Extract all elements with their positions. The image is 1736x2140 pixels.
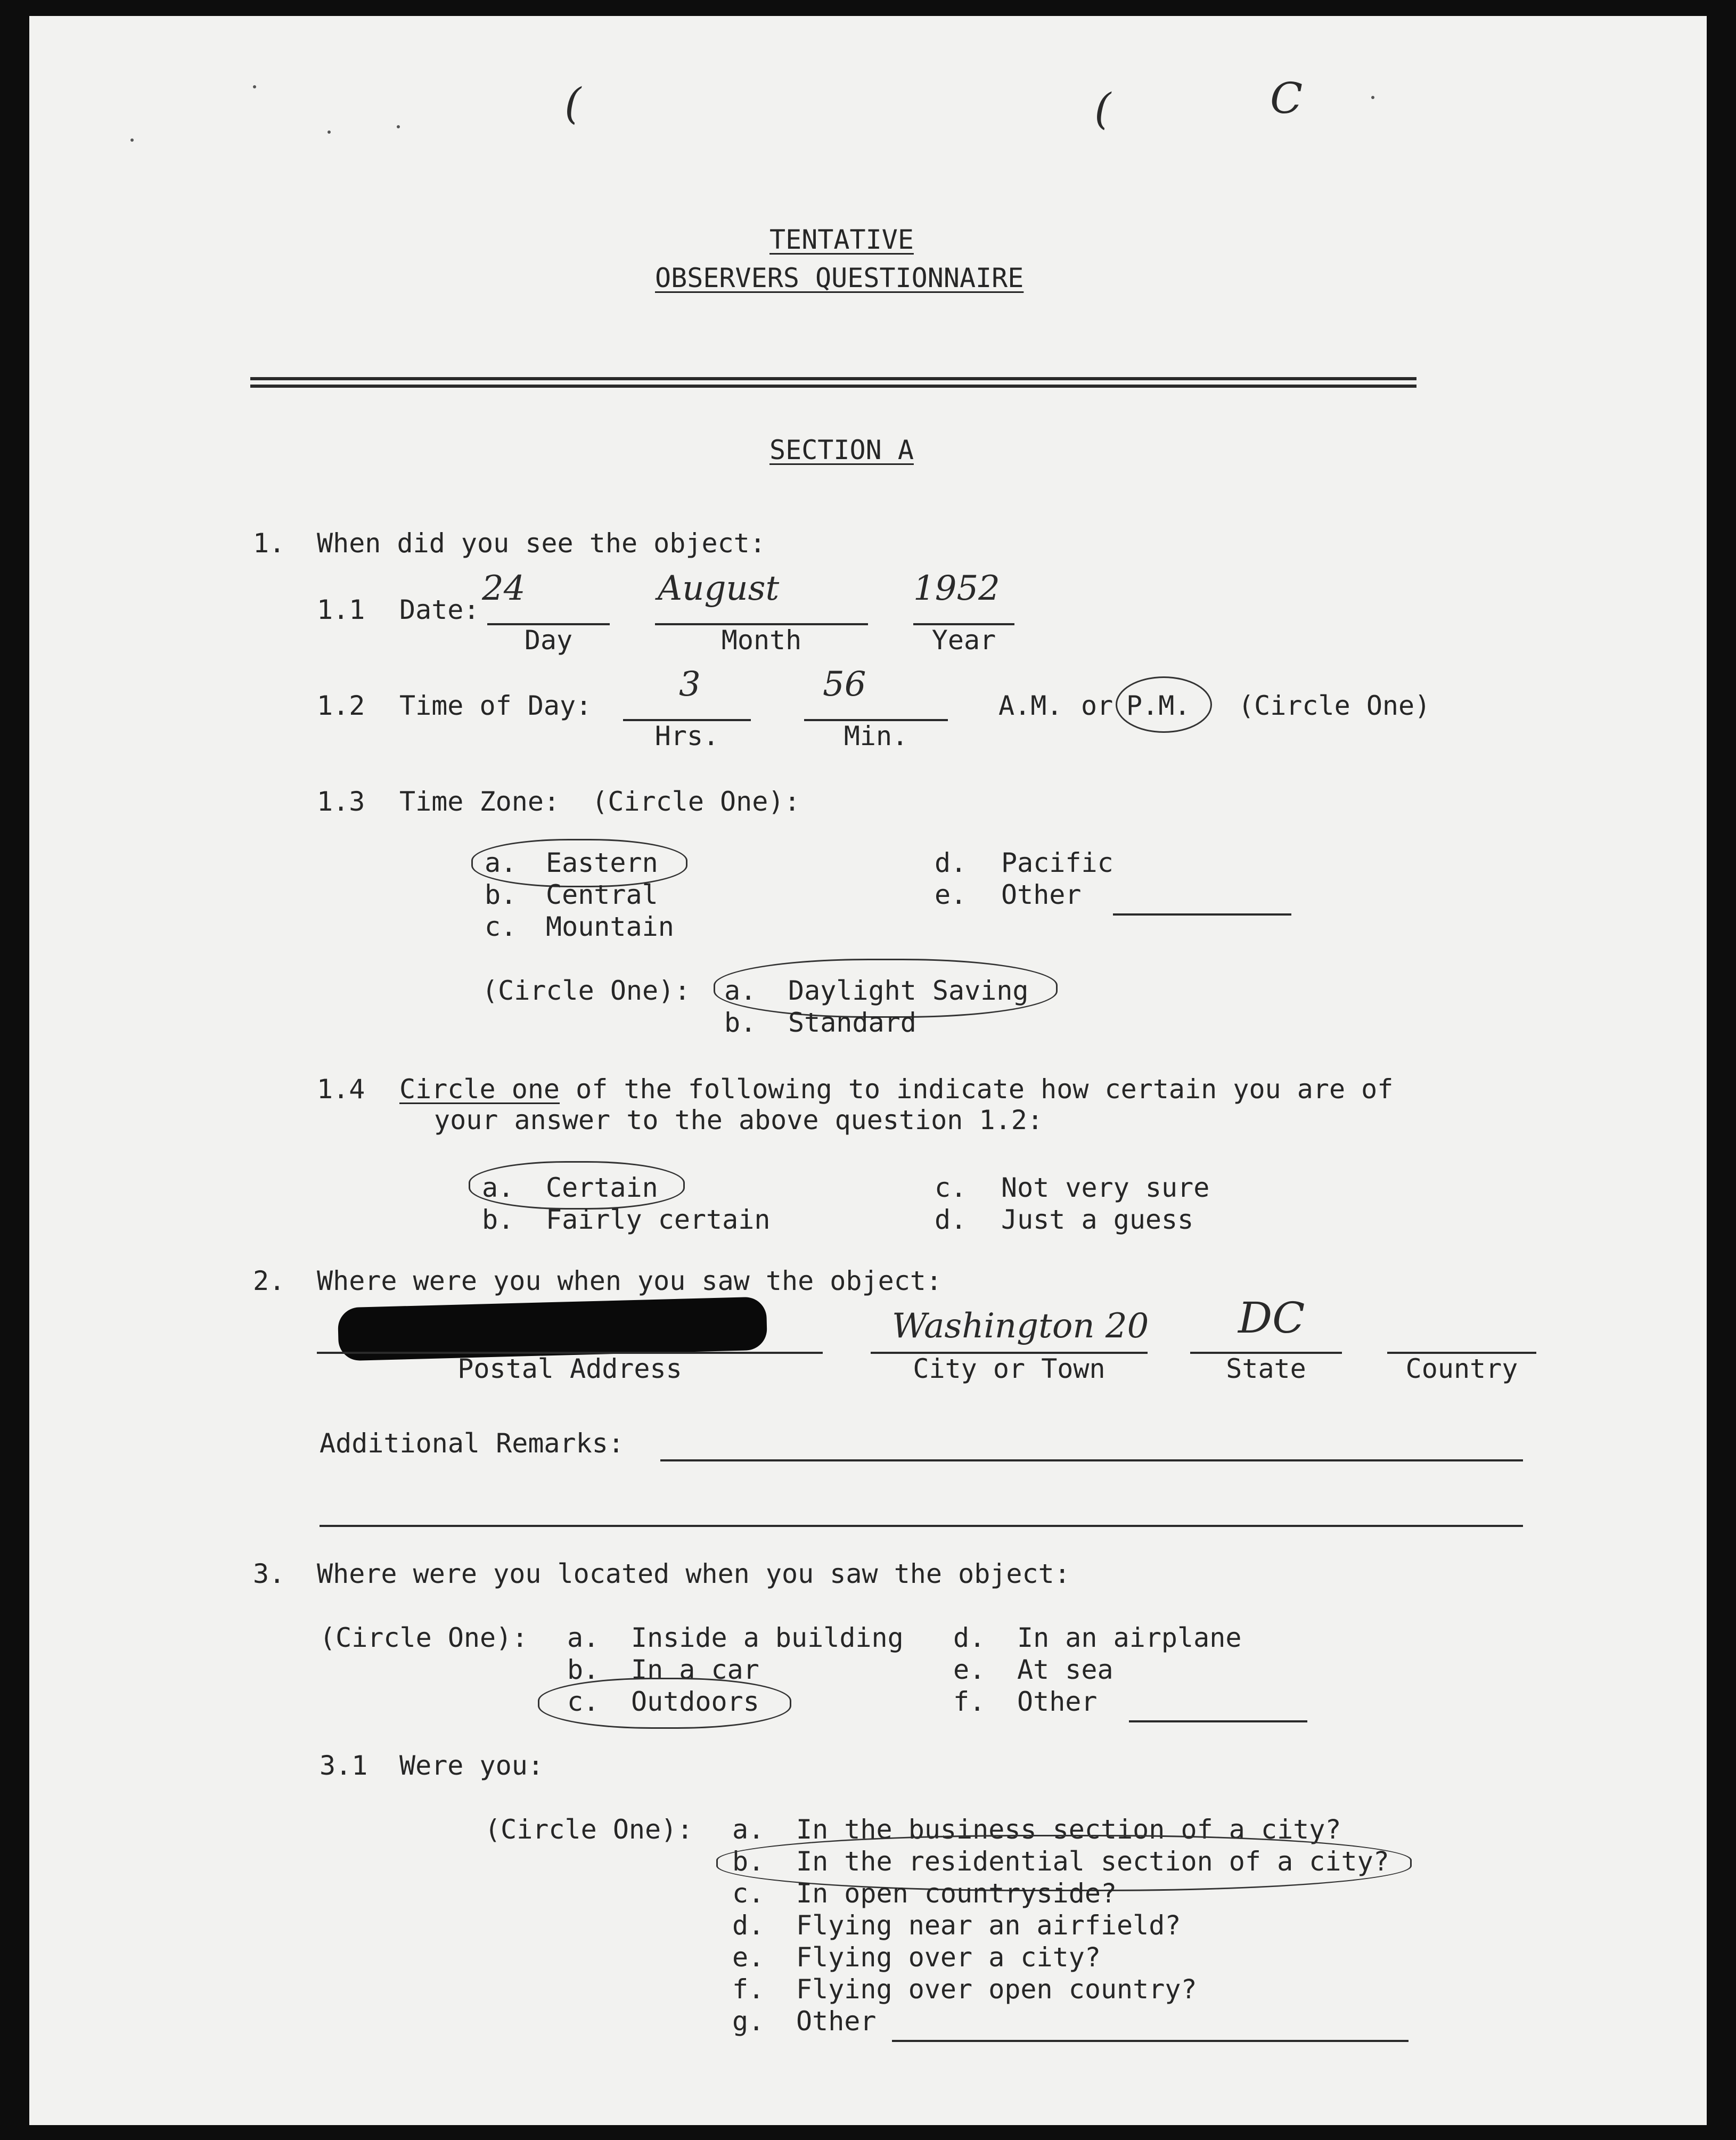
loc-option-outdoors[interactable]: Outdoors [631,1686,759,1717]
loc-option-f-letter: f. [953,1686,986,1717]
circle-one-underlined: Circle one [399,1074,560,1105]
cert-option-not-very-sure[interactable]: Not very sure [1001,1172,1210,1203]
sec-option-countryside[interactable]: In open countryside? [796,1878,1117,1909]
date-day-value[interactable]: 24 [482,569,526,608]
additional-remarks-label: Additional Remarks: [320,1428,624,1459]
loc-option-inside-building[interactable]: Inside a building [631,1622,904,1653]
q1-number: 1. [253,528,285,559]
title-observers-questionnaire: OBSERVERS QUESTIONNAIRE [655,263,1024,293]
cert-option-b-letter: b. [482,1204,514,1235]
q1-2-number: 1.2 [317,690,365,721]
tz-option-other[interactable]: Other [1001,879,1082,910]
q1-text: When did you see the object: [317,528,766,559]
circle-one-note: (Circle One) [1238,690,1431,721]
date-year-value[interactable]: 1952 [913,569,1000,608]
loc-option-in-a-car[interactable]: In a car [631,1654,759,1685]
loc-option-in-airplane[interactable]: In an airplane [1017,1622,1242,1653]
certain-circle-mark [469,1161,685,1210]
state-value[interactable]: DC [1238,1293,1305,1343]
loc-option-other[interactable]: Other [1017,1686,1098,1717]
sec-option-b-letter: b. [732,1846,765,1877]
city-label: City or Town [913,1353,1106,1384]
saving-circle-label: (Circle One): [482,975,691,1006]
speck [130,138,134,142]
sec-option-f-letter: f. [732,1974,765,2005]
option-am[interactable]: A.M. [998,690,1063,721]
tz-option-central[interactable]: Central [546,879,658,910]
sec-option-business[interactable]: In the business section of a city? [796,1814,1341,1845]
q2-number: 2. [253,1265,285,1296]
cert-option-a-letter: a. [482,1172,514,1203]
questionnaire-page [29,16,1707,2125]
time-min-label: Min. [844,721,908,752]
loc-option-e-letter: e. [953,1654,986,1685]
city-value[interactable]: Washington 20 [892,1306,1149,1346]
loc-option-c-letter: c. [567,1686,600,1717]
date-year-label: Year [931,625,996,656]
stray-paren-mark: ( [564,79,582,128]
loc-other-line[interactable] [1129,1720,1307,1722]
cert-option-c-letter: c. [935,1172,967,1203]
tz-other-line[interactable] [1113,913,1291,916]
tz-option-eastern[interactable]: Eastern [546,847,658,878]
cert-option-certain[interactable]: Certain [546,1172,658,1203]
q1-4-number: 1.4 [317,1074,365,1105]
q3-1-text: Were you: [399,1750,544,1781]
saving-option-a-letter: a. [724,975,757,1006]
tz-option-b-letter: b. [485,879,517,910]
cert-option-d-letter: d. [935,1204,967,1235]
date-day-label: Day [524,625,573,656]
sec-other-line[interactable] [892,2040,1409,2042]
sec-option-e-letter: e. [732,1942,765,1973]
time-hrs-label: Hrs. [654,721,719,752]
q3-1-number: 3.1 [320,1750,368,1781]
country-label: Country [1405,1353,1518,1384]
stray-corner-mark: C [1270,73,1303,123]
remarks-line-1[interactable] [660,1459,1523,1461]
sec-option-residential[interactable]: In the residential section of a city? [796,1846,1389,1877]
pm-circle-mark [1116,676,1212,733]
tz-option-pacific[interactable]: Pacific [1001,847,1113,878]
sec-option-over-city[interactable]: Flying over a city? [796,1942,1101,1973]
header-rule-top [250,377,1416,380]
sec-option-d-letter: d. [732,1910,765,1941]
loc-option-at-sea[interactable]: At sea [1017,1654,1113,1685]
sec-option-g-letter: g. [732,2006,765,2037]
speck [1371,96,1374,99]
saving-option-standard[interactable]: Standard [788,1007,916,1038]
cert-option-just-a-guess[interactable]: Just a guess [1001,1204,1194,1235]
q1-2-label: Time of Day: [399,690,592,721]
loc-option-d-letter: d. [953,1622,986,1653]
state-label: State [1226,1353,1306,1384]
saving-option-b-letter: b. [724,1007,757,1038]
tz-option-d-letter: d. [935,847,967,878]
q1-3-label: Time Zone: (Circle One): [399,786,800,817]
saving-option-daylight[interactable]: Daylight Saving [788,975,1029,1006]
q3-circle-label: (Circle One): [320,1622,528,1653]
q1-1-number: 1.1 [317,594,365,625]
q3-text: Where were you located when you saw the object: [317,1558,1070,1589]
section-title: SECTION A [769,435,914,465]
speck [397,125,400,128]
outdoors-circle-mark [538,1678,791,1729]
sec-option-other[interactable]: Other [796,2006,877,2037]
q1-4-text-line2: your answer to the above question 1.2: [434,1105,1043,1136]
cert-option-fairly-certain[interactable]: Fairly certain [546,1204,771,1235]
sec-option-over-open-country[interactable]: Flying over open country? [796,1974,1197,2005]
sec-option-near-airfield[interactable]: Flying near an airfield? [796,1910,1181,1941]
date-month-value[interactable]: August [658,569,780,608]
q1-4-text-line1: Circle one of the following to indicate how certain you are of [399,1074,1394,1105]
sec-option-a-letter: a. [732,1814,765,1845]
tz-option-a-letter: a. [485,847,517,878]
speck [253,85,256,88]
header-rule-bottom [250,385,1416,388]
tz-option-c-letter: c. [485,911,517,942]
date-month-label: Month [721,625,802,656]
sec-option-c-letter: c. [732,1878,765,1909]
tz-option-mountain[interactable]: Mountain [546,911,674,942]
speck [327,130,331,134]
loc-option-a-letter: a. [567,1622,600,1653]
time-hrs-value[interactable]: 3 [679,665,701,704]
tz-option-e-letter: e. [935,879,967,910]
title-tentative: TENTATIVE [769,224,914,255]
stray-paren-mark-2: ( [1094,84,1111,134]
time-min-value[interactable]: 56 [823,665,866,704]
q2-text: Where were you when you saw the object: [317,1265,942,1296]
postal-address-label: Postal Address [457,1353,682,1384]
q3-number: 3. [253,1558,285,1589]
loc-option-b-letter: b. [567,1654,600,1685]
q1-3-number: 1.3 [317,786,365,817]
q1-1-label: Date: [399,594,480,625]
remarks-line-2[interactable] [320,1525,1523,1527]
or-text: or [1081,690,1113,721]
q3-1-circle-label: (Circle One): [485,1814,693,1845]
option-pm[interactable]: P.M. [1126,690,1191,721]
